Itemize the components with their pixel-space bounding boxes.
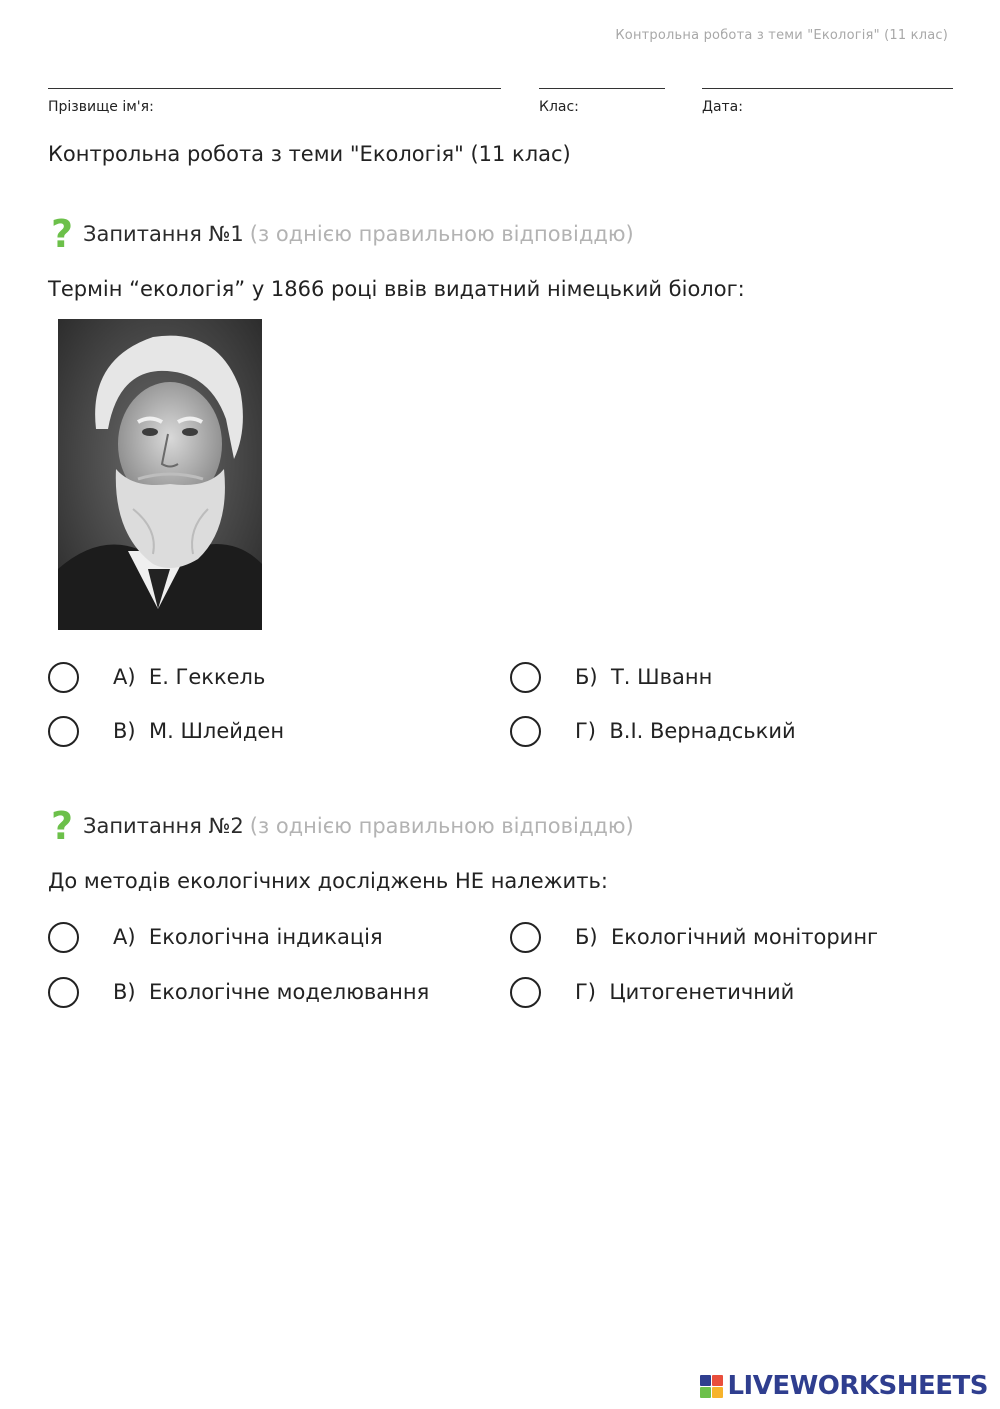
name-field-line[interactable] <box>48 88 501 89</box>
logo-block <box>700 1375 711 1386</box>
q1-option-d-text: В.І. Вернадський <box>609 719 796 743</box>
q1-option-b-letter: Б) Т. Шванн <box>575 665 713 689</box>
q1-option-d[interactable] <box>510 713 950 749</box>
date-field-label: Дата: <box>702 99 743 115</box>
logo-block <box>700 1387 711 1398</box>
q2-option-a-text: Екологічна індикація <box>148 925 383 949</box>
date-field-line[interactable] <box>702 88 953 89</box>
q1-option-c-letter: В) М. Шлейден <box>113 719 285 743</box>
q2-option-c-text: Екологічне моделювання <box>148 980 430 1004</box>
q1-option-a-radio[interactable] <box>48 662 79 693</box>
page-title: Контрольна робота з теми "Екологія" (11 клас) <box>48 142 571 166</box>
q2-option-a-letter: А) Екологічна індикація <box>113 925 383 949</box>
q1-option-c-text: М. Шлейден <box>148 719 285 743</box>
q2-option-c-radio[interactable] <box>48 977 79 1008</box>
question-2-type: (з однією правильною відповіддю) <box>249 814 634 838</box>
q2-option-b-letter: Б) Екологічний моніторинг <box>575 925 879 949</box>
logo-block <box>712 1387 723 1398</box>
q1-option-a-text: Е. Геккель <box>148 665 266 689</box>
running-header: Контрольна робота з теми "Екологія" (11 клас) <box>615 28 948 43</box>
portrait-photo <box>58 319 262 630</box>
question-mark-icon: ? <box>50 804 74 848</box>
q2-option-a-radio[interactable] <box>48 922 79 953</box>
logo-text: LIVEWORKSHEETS <box>727 1371 988 1401</box>
q1-option-b-radio[interactable] <box>510 662 541 693</box>
question-1-header <box>48 214 634 254</box>
question-1-title: Запитання №1 <box>83 222 244 246</box>
logo-block <box>712 1375 723 1386</box>
logo-blocks-icon <box>700 1375 723 1398</box>
liveworksheets-logo[interactable] <box>700 1371 988 1401</box>
q1-option-d-letter: Г) В.І. Вернадський <box>575 719 796 743</box>
q1-option-b[interactable] <box>510 659 950 695</box>
question-2-header <box>48 806 634 846</box>
q2-option-a[interactable] <box>48 919 488 955</box>
q2-option-d-radio[interactable] <box>510 977 541 1008</box>
question-mark-icon: ? <box>50 212 74 256</box>
q2-option-c[interactable] <box>48 974 488 1010</box>
q2-option-b-text: Екологічний моніторинг <box>610 925 879 949</box>
q2-option-d-text: Цитогенетичний <box>609 980 795 1004</box>
q2-option-d-letter: Г) Цитогенетичний <box>575 980 795 1004</box>
q2-option-d[interactable] <box>510 974 950 1010</box>
question-2-title: Запитання №2 <box>83 814 244 838</box>
q2-option-b-radio[interactable] <box>510 922 541 953</box>
name-field-label: Прізвище ім'я: <box>48 99 154 115</box>
q1-option-c[interactable] <box>48 713 448 749</box>
question-2-text: До методів екологічних досліджень НЕ належить: <box>48 869 608 893</box>
q1-option-d-radio[interactable] <box>510 716 541 747</box>
q1-option-c-radio[interactable] <box>48 716 79 747</box>
class-field-line[interactable] <box>539 88 665 89</box>
q1-option-a-letter: А) Е. Геккель <box>113 665 266 689</box>
q1-option-b-text: Т. Шванн <box>610 665 713 689</box>
q1-option-a[interactable] <box>48 659 448 695</box>
question-1-type: (з однією правильною відповіддю) <box>249 222 634 246</box>
class-field-label: Клас: <box>539 99 579 115</box>
q2-option-c-letter: В) Екологічне моделювання <box>113 980 430 1004</box>
q2-option-b[interactable] <box>510 919 950 955</box>
question-1-text: Термін “екологія” у 1866 році ввів видатний німецький біолог: <box>48 277 745 301</box>
